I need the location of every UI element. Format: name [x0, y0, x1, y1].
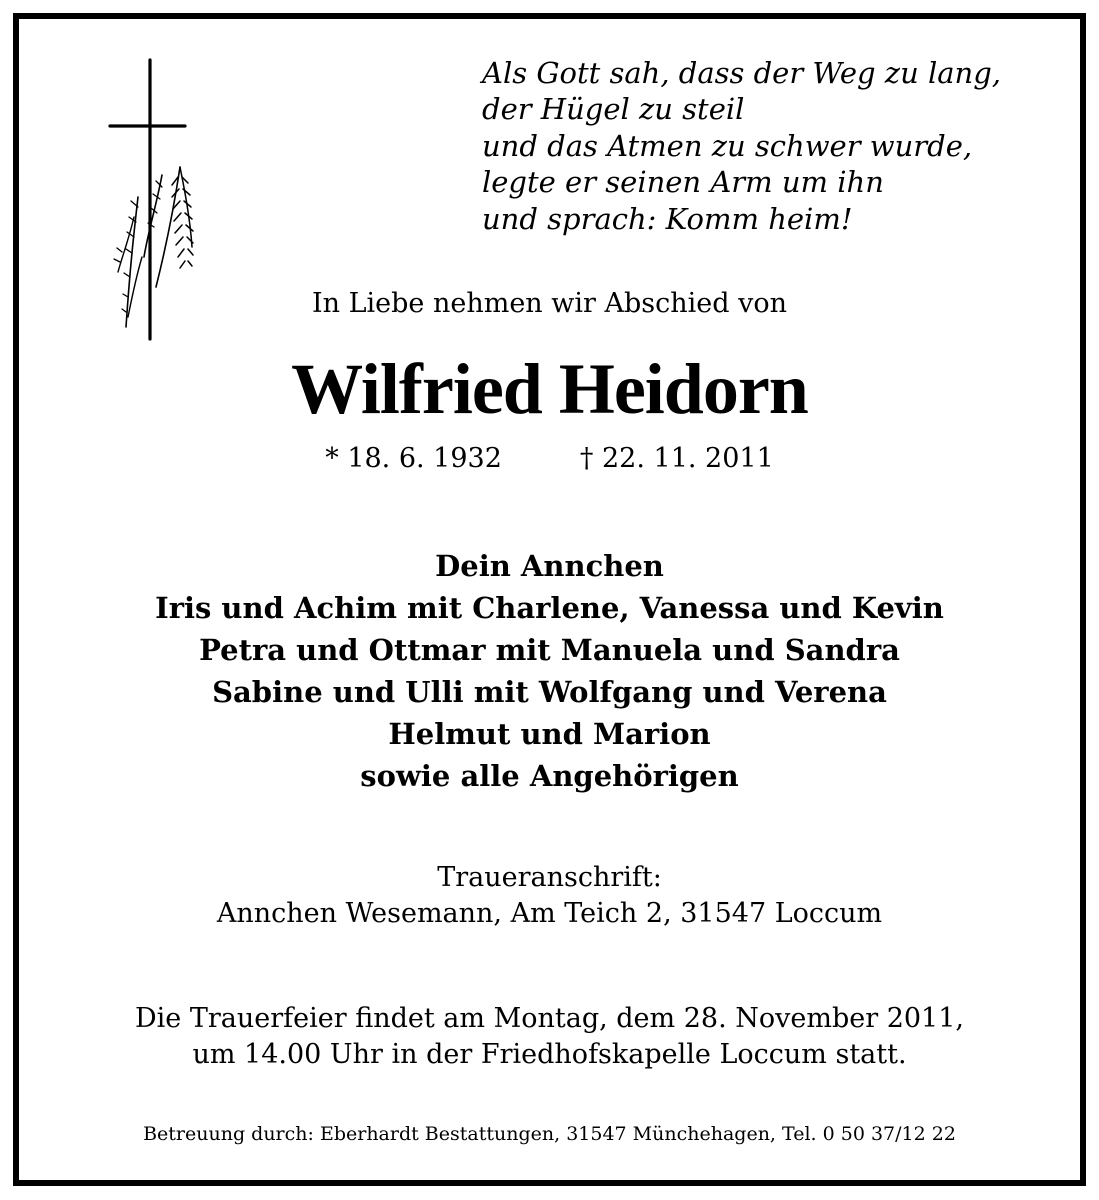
mourner-line: Petra und Ottmar mit Manuela und Sandra [199, 633, 900, 667]
poem-line: und das Atmen zu schwer wurde, [482, 128, 973, 163]
mourner-line: Helmut und Marion [388, 717, 711, 751]
life-dates [0, 443, 1099, 474]
mourners-list [0, 545, 1099, 797]
mourner-line: Iris und Achim mit Charlene, Vanessa und Kevin [155, 591, 944, 625]
poem-line: Als Gott sah, dass der Weg zu lang, [482, 56, 1001, 90]
intro-text: In Liebe nehmen wir Abschied von [311, 288, 788, 319]
mourner-line: sowie alle Angehörigen [360, 759, 739, 793]
poem-line: der Hügel zu steil [482, 92, 745, 127]
service-line: Die Trauerfeier findet am Montag, dem 28. November 2011, [135, 1003, 964, 1034]
birth-date: * 18. 6. 1932 [325, 443, 502, 474]
undertaker-footer: Betreuung durch: Eberhardt Bestattungen, 31547 Münchehagen, Tel. 0 50 37/12 22 [143, 1123, 956, 1145]
mourner-line: Sabine und Ulli mit Wolfgang und Verena [212, 675, 887, 709]
address-value: Annchen Wesemann, Am Teich 2, 31547 Loccum [216, 898, 883, 929]
poem [482, 55, 1001, 237]
funeral-service-info [0, 1001, 1099, 1073]
deceased-name: Wilfried Heidorn [291, 349, 808, 429]
service-line: um 14.00 Uhr in der Friedhofskapelle Loccum statt. [192, 1039, 907, 1070]
mourning-address [0, 860, 1099, 932]
death-date: † 22. 11. 2011 [579, 443, 774, 474]
mourner-line: Dein Annchen [435, 549, 664, 583]
address-label: Traueranschrift: [437, 862, 662, 893]
poem-line: legte er seinen Arm um ihn [482, 165, 884, 200]
poem-line: und sprach: Komm heim! [482, 201, 853, 236]
